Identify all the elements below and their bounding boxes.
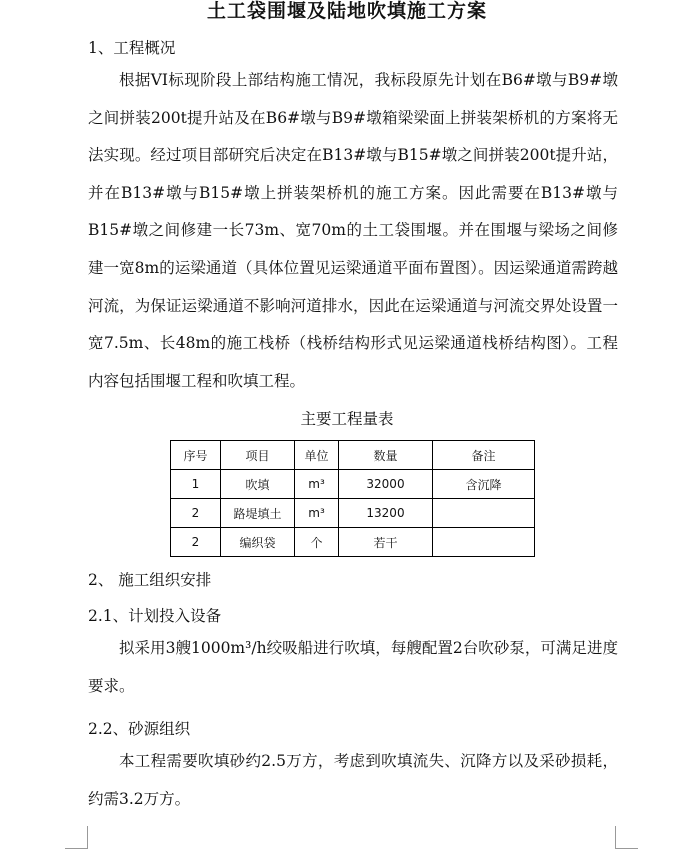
table-row <box>171 470 535 499</box>
header-cell-unit: 单位 <box>295 441 339 470</box>
table-cell: 若干 <box>339 528 433 557</box>
table-cell: 2 <box>171 528 221 557</box>
section-1-paragraph: 根据VI标现阶段上部结构施工情况，我标段原先计划在B6#墩与B9#墩之间拼装200t提升站及在B6#墩与B9#墩箱梁梁面上拼装架桥机的方案将无法实现。经过项目部研究后决定在B13#墩与B15#墩之间拼装200t提升站，并在B13#墩与B15#墩上拼装架桥机的施工方案。因此需要在B13#墩与B15#墩之间修建一长73m、宽70m的土工袋围堰。并在围堰与梁场之间修建一宽8m的运梁通道（具体位置见运梁通道平面布置图）。因运梁通道需跨越河流，为保证运梁通道不影响河道排水，因此在运梁通道与河流交界处设置一宽7.5m、长48m的施工栈桥（栈桥结构形式见运梁通道栈桥结构图）。工程内容包括围堰工程和吹填工程。 <box>88 71 619 390</box>
page-corner-mark-right <box>615 826 638 849</box>
table-cell: 含沉降 <box>433 470 535 499</box>
section-2-1-paragraph: 拟采用3艘1000m³/h绞吸船进行吹填，每艘配置2台吹砂泵，可满足进度要求。 <box>88 639 618 695</box>
section-2-2-heading: 2.2、砂源组织 <box>88 720 191 738</box>
table-cell <box>433 499 535 528</box>
table-cell: m³ <box>295 499 339 528</box>
table-cell: 吹填 <box>221 470 295 499</box>
table-cell: 13200 <box>339 499 433 528</box>
table-cell: 2 <box>171 499 221 528</box>
header-cell-note: 备注 <box>433 441 535 470</box>
document-title: 土工袋围堰及陆地吹填施工方案 <box>206 0 487 22</box>
section-2-1-heading: 2.1、计划投入设备 <box>88 607 222 625</box>
table-cell: 1 <box>171 470 221 499</box>
page-corner-mark-left <box>65 826 88 849</box>
header-cell-index: 序号 <box>171 441 221 470</box>
table-row <box>171 499 535 528</box>
table-cell: 路堤填土 <box>221 499 295 528</box>
header-cell-quantity: 数量 <box>339 441 433 470</box>
table-header-row <box>171 441 535 470</box>
table-cell <box>433 528 535 557</box>
table-caption: 主要工程量表 <box>300 410 394 428</box>
section-1-heading: 1、工程概况 <box>88 39 176 57</box>
table-cell: 编织袋 <box>221 528 295 557</box>
section-2-2-paragraph: 本工程需要吹填砂约2.5万方，考虑到吹填流失、沉降方以及采砂损耗，约需3.2万方。 <box>88 752 618 808</box>
quantity-table <box>170 440 535 557</box>
table-row <box>171 528 535 557</box>
section-2-heading: 2、 施工组织安排 <box>88 571 212 589</box>
table-cell: 个 <box>295 528 339 557</box>
table-cell: m³ <box>295 470 339 499</box>
header-cell-item: 项目 <box>221 441 295 470</box>
table-cell: 32000 <box>339 470 433 499</box>
